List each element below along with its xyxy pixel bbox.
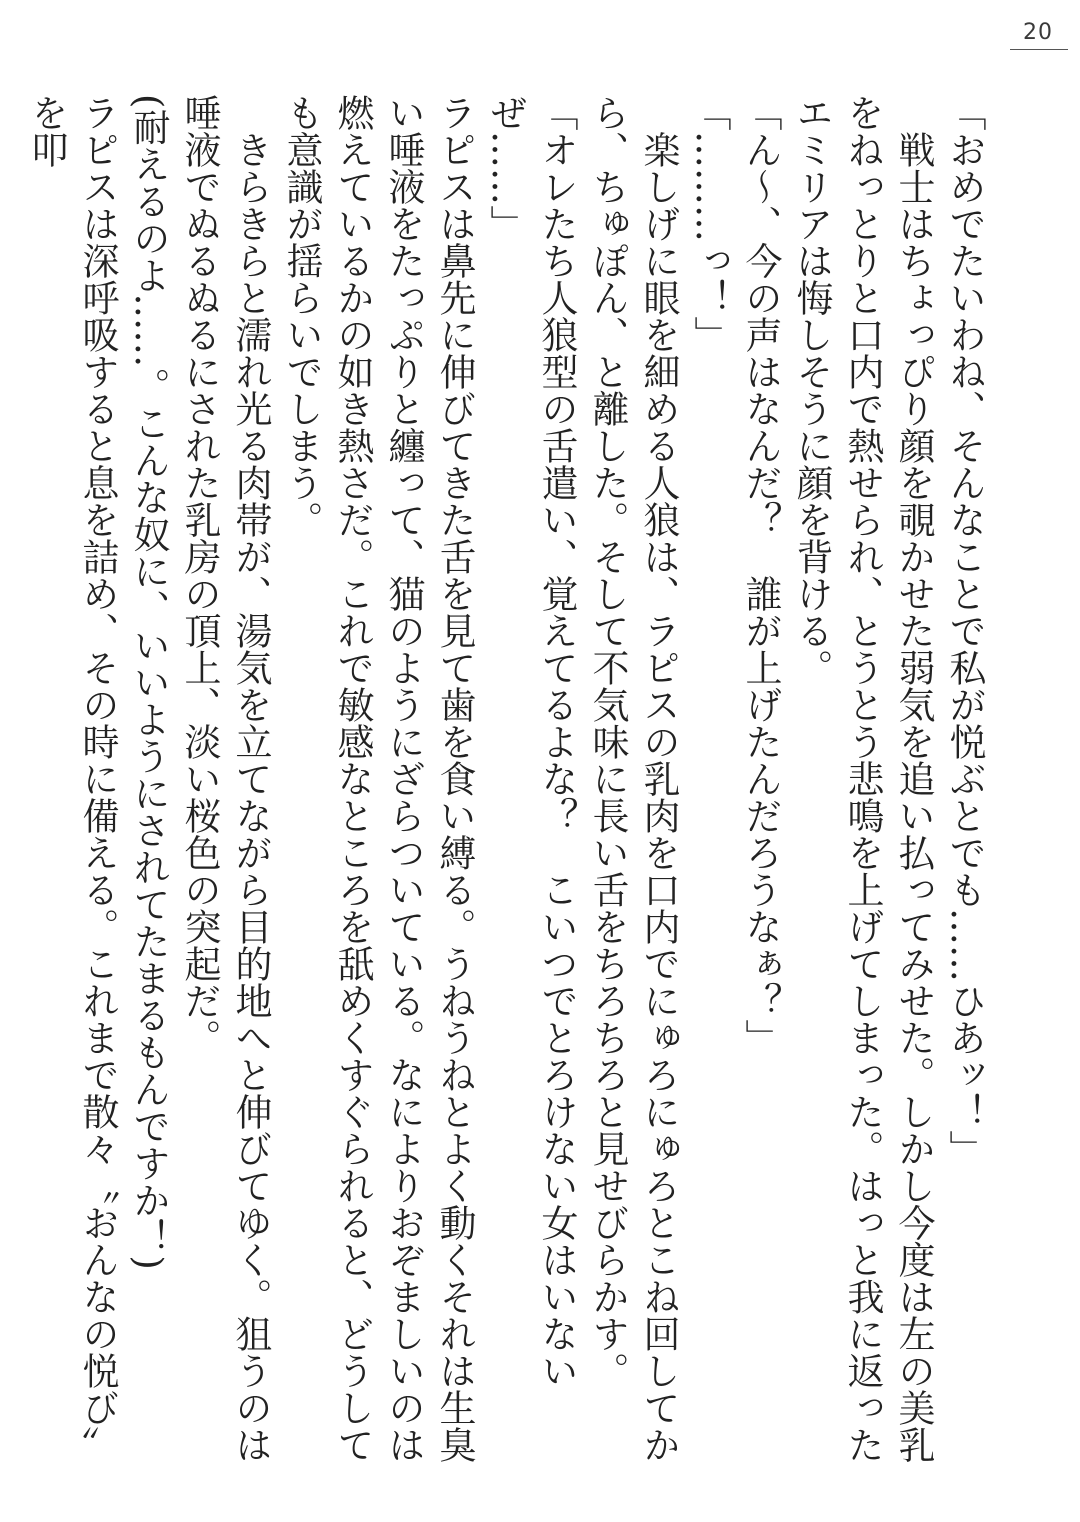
page-number: 20 [1023,20,1053,45]
paragraph: 楽しげに眼を細める人狼は、ラピスの乳肉を口内でにゅろにゅろとこね回してから、ちゅぽん、と離した。そして不気味に長い舌をちろちろと見せびらかす。 [586,94,680,1463]
paragraph: ラピスは深呼吸すると息を詰め、その時に備える。これまで散々〝おんなの悦び〟を叩 [25,94,119,1463]
paragraph: 「………っ！」 [688,94,731,353]
vertical-body-text [25,94,990,1494]
paragraph: きらきらと濡れ光る肉帯が、湯気を立てながら目的地へと伸びてゆく。狙うのは唾液でぬるぬるにされた乳房の頂上、淡い桜色の突起だ。 [178,94,272,1463]
page-number-underline [1010,49,1068,50]
paragraph: 「オレたち人狼型の舌遣い、覚えてるよな？ こいつでとろけない女はいないぜ……」 [484,94,578,1389]
paragraph: 戦士はちょっぴり顔を覗かせた弱気を追い払ってみせた。しかし今度は左の美乳をねっとりと口内で熱せられ、とうとう悲鳴を上げてしまった。はっと我に返ったエミリアは悔しそうに顔を背ける。 [790,94,935,1463]
paragraph: 「おめでたいわね、そんなことで私が悦ぶとでも……ひあッ！」 [943,94,986,1167]
paragraph: 「ん～、今の声はなんだ？ 誰が上げたんだろうなぁ？」 [739,94,782,1056]
paragraph: (耐えるのよ……。こんな奴に、いいようにされてたまるもんですか！) [127,94,170,1270]
paragraph: ラピスは鼻先に伸びてきた舌を見て歯を食い縛る。うねうねとよく動くそれは生臭い唾液をたっぷりと纏って、猫のようにざらついている。なによりおぞましいのは燃えているかの如き熱さだ。これで敏感なところを舐めくすぐられると、どうしても意識が揺らいでしまう。 [280,94,476,1463]
